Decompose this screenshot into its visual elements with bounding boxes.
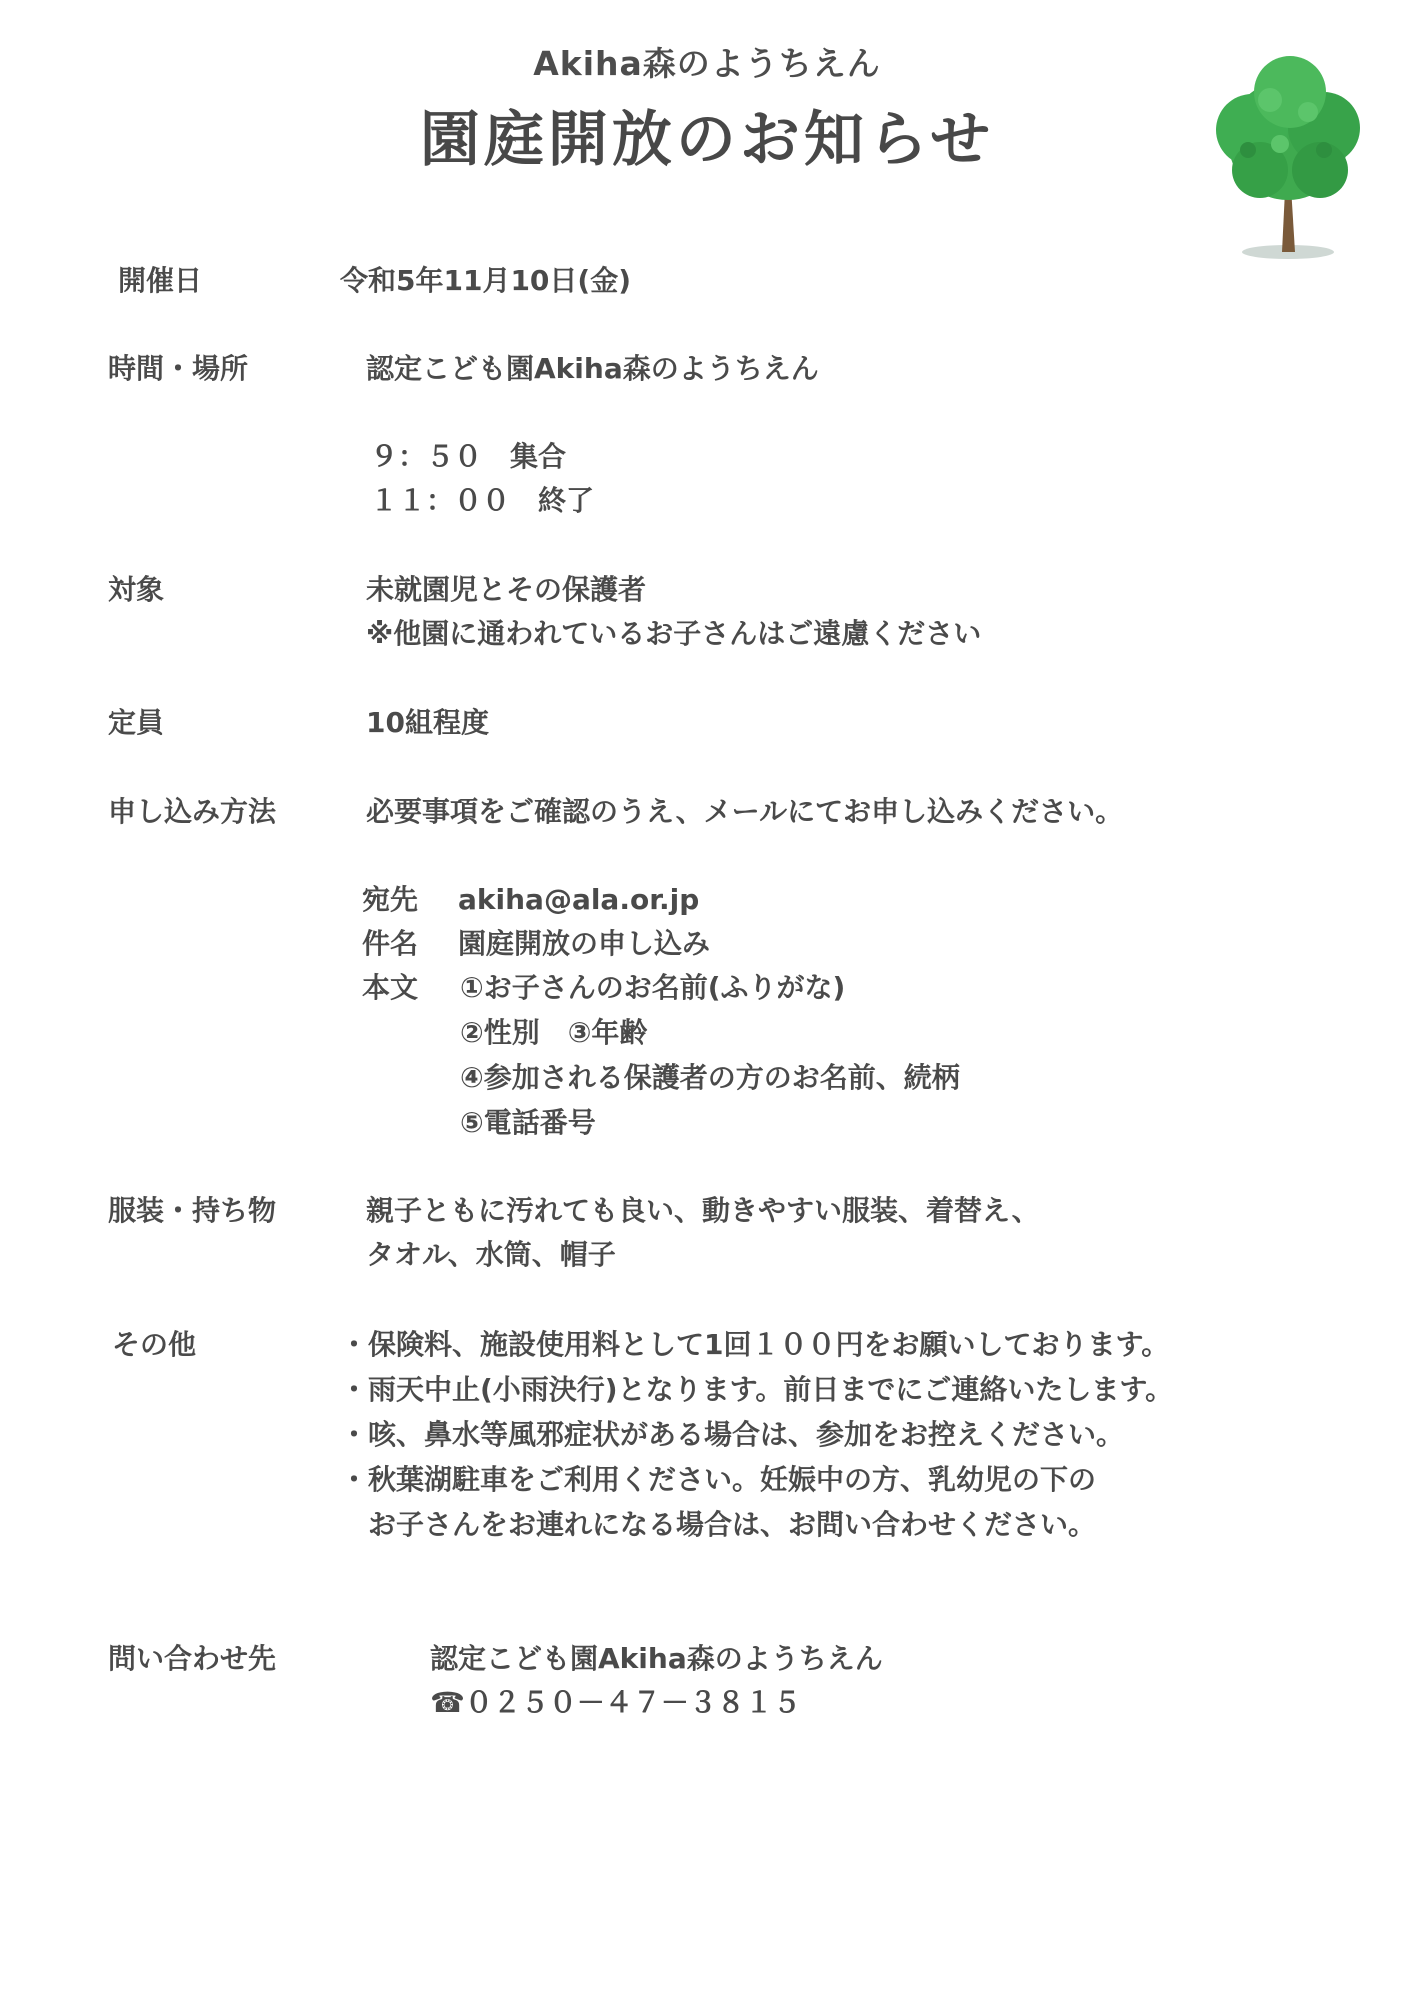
clothing-line-2: タオル、水筒、帽子 <box>366 1238 616 1271</box>
mail-subject-value: 園庭開放の申し込み <box>458 927 711 960</box>
mail-body-line: ⑤電話番号 <box>460 1106 596 1139</box>
organization-name: Akiha森のようちえん <box>533 44 881 83</box>
end-time: １１：００ 終了 <box>370 484 595 517</box>
mail-subject-label: 件名 <box>362 927 419 960</box>
other-note: ・秋葉湖駐車をご利用ください。妊娠中の方、乳幼児の下の <box>340 1463 1097 1496</box>
mail-address[interactable]: akiha@ala.or.jp <box>458 883 700 916</box>
time-place-label: 時間・場所 <box>108 352 249 385</box>
other-note: ・保険料、施設使用料として1回１００円をお願いしております。 <box>340 1328 1170 1361</box>
other-note: ・雨天中止(小雨決行)となります。前日までにご連絡いたします。 <box>340 1373 1174 1406</box>
mail-to-label: 宛先 <box>362 883 419 916</box>
other-note: ・咳、鼻水等風邪症状がある場合は、参加をお控えください。 <box>340 1418 1125 1451</box>
mail-body-line: ④参加される保護者の方のお名前、続柄 <box>460 1061 960 1094</box>
date-value: 令和5年11月10日(金) <box>340 264 632 297</box>
mail-body-label: 本文 <box>362 971 419 1004</box>
mail-body-line: ①お子さんのお名前(ふりがな) <box>460 971 846 1004</box>
gather-time: ９：５０ 集合 <box>370 440 567 473</box>
apply-intro: 必要事項をご確認のうえ、メールにてお申し込みください。 <box>366 795 1124 828</box>
place-value: 認定こども園Akiha森のようちえん <box>366 352 819 385</box>
target-line-1: 未就園児とその保護者 <box>366 573 647 606</box>
contact-label: 問い合わせ先 <box>108 1642 277 1675</box>
tree-icon <box>1200 40 1375 265</box>
contact-name: 認定こども園Akiha森のようちえん <box>430 1642 883 1675</box>
target-line-2: ※他園に通われているお子さんはご遠慮ください <box>366 617 982 650</box>
capacity-label: 定員 <box>108 706 165 739</box>
other-label: その他 <box>112 1328 197 1361</box>
date-label: 開催日 <box>118 264 203 297</box>
contact-phone[interactable]: ☎０２５０－４７－３８１５ <box>430 1686 801 1719</box>
mail-body-line: ②性別 ③年齢 <box>460 1016 648 1049</box>
apply-label: 申し込み方法 <box>108 795 277 828</box>
page-title: 園庭開放のお知らせ <box>419 105 995 175</box>
clothing-label: 服装・持ち物 <box>108 1194 277 1227</box>
capacity-value: 10組程度 <box>366 706 489 739</box>
target-label: 対象 <box>108 573 165 606</box>
other-note: お子さんをお連れになる場合は、お問い合わせください。 <box>340 1508 1097 1541</box>
clothing-line-1: 親子ともに汚れても良い、動きやすい服装、着替え、 <box>366 1194 1040 1227</box>
